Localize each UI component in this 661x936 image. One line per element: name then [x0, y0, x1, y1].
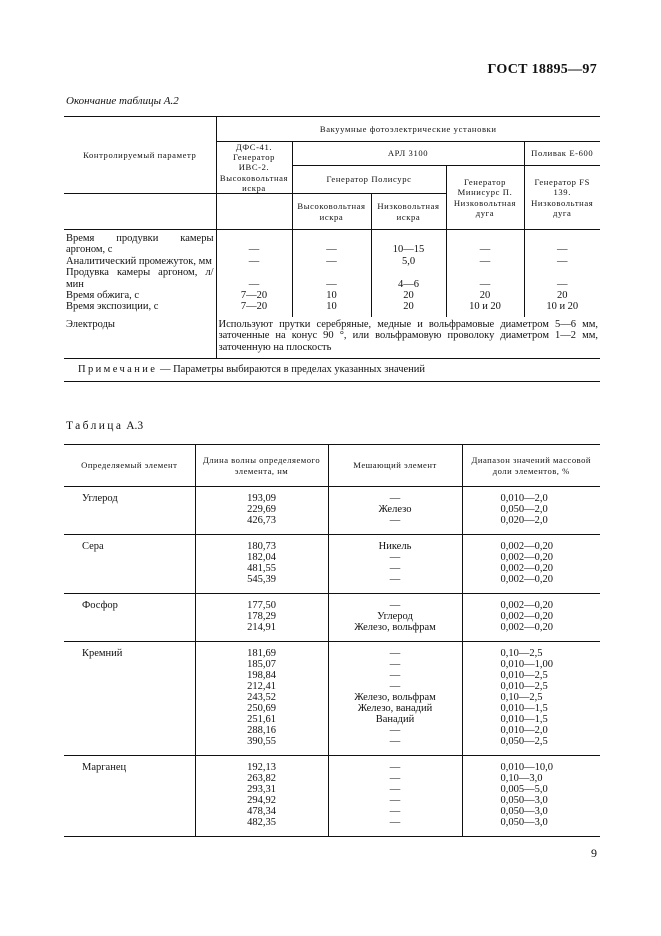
interfering-column-header: Мешающий элемент — [328, 445, 462, 487]
param-argon-flow: Продувка камеры аргоном, л/мин — [64, 267, 216, 290]
interfering-element: — — [389, 736, 401, 747]
interfering-element: — — [389, 670, 401, 681]
vacuum-installations-header: Вакуумные фотоэлектрические установки — [216, 117, 600, 142]
range-value: 0,002—0,20 — [500, 574, 553, 585]
fs-header: Генератор FS 139. Низковольтная дуга — [524, 166, 600, 230]
interfering-element: — — [389, 552, 401, 563]
wavelength-value: 390,55 — [247, 736, 276, 747]
wavelength-value: 251,61 — [247, 714, 276, 725]
param-gap: Аналитический промежуток, мм — [64, 256, 216, 267]
interfering-element: — — [389, 681, 401, 692]
interfering-element: — — [389, 659, 401, 670]
interfering-element: Ванадий — [375, 714, 415, 725]
range-column-header: Диапазон значений массовой доли элементов, % — [462, 445, 600, 487]
wavelength-column-header: Длина волны определяемого элемента, нм — [195, 445, 328, 487]
electrodes-text: Используют прутки серебряные, медные и вольфрамовые диаметром 5—6 мм, заточенные на конус 90 °, или вольфрамовую проволоку диаметром 1—2 мм, заточенную на плоскость — [218, 318, 598, 353]
table-a2: Контролируемый параметр Вакуумные фотоэлектрические установки ДФС-41. Генератор ИВС-2. Высоковольтная искра АРЛ 3100 Поливак Е-600 Генератор Полисурс Генератор Минисурс П. Низковольтная дуга Генератор FS 139. Низковольтная дуга Высоковольтная искра Низковольтная искра Время продувки камеры аргоном, с — — 10—15 — — Аналитический промежуток, мм — — 5,0 — — Продувка камеры аргоном, л/мин — — 4—6 — — Время обжига, с 7—20 10 20 20 20 Время экспозиции, с 7—20 10 20 10 и 20 10 и 20 Электроды Используют прутки серебряные, медные и вольфрамовые диаметром 5—6 мм, заточенные на конус 90 °, или вольфрамовую проволоку диаметром 1—2 мм, заточенную на плоскость Примечание — Параметры выбираются в пределах указанных значений — [64, 116, 600, 382]
interfering-element: — — [389, 648, 401, 659]
table-a3-caption-number: А.3 — [126, 420, 144, 432]
table-a2-caption: Окончание таблицы А.2 — [66, 95, 179, 107]
interfering-element: — — [389, 515, 401, 526]
interfering-element: Железо, вольфрам — [354, 692, 436, 703]
interfering-element: — — [389, 762, 401, 773]
range-value: 0,010—1,00 — [500, 659, 553, 670]
wavelength-value: 185,07 — [247, 659, 276, 670]
interfering-element: — — [389, 817, 401, 828]
element-column-header: Определяемый элемент — [64, 445, 195, 487]
wavelength-value: 177,50 — [247, 600, 276, 611]
table-a2-note — [64, 359, 600, 382]
range-value: 0,050—3,0 — [500, 806, 548, 817]
wavelength-value: 482,35 — [247, 817, 276, 828]
polisurs-header: Генератор Полисурс — [292, 166, 446, 194]
interfering-element: — — [389, 795, 401, 806]
range-value: 0,10—2,5 — [500, 692, 543, 703]
range-value: 0,010—2,5 — [500, 681, 548, 692]
interfering-element: — — [389, 600, 401, 611]
interfering-element: Железо, вольфрам — [354, 622, 436, 633]
electrodes-label: Электроды — [64, 317, 216, 359]
wavelength-value: 294,92 — [247, 795, 276, 806]
param-exposure-time: Время экспозиции, с — [64, 301, 216, 316]
range-value: 0,010—1,5 — [500, 714, 548, 725]
element-group-row — [64, 487, 600, 535]
note-word: Примечание — [78, 364, 158, 376]
interfering-element: — — [389, 784, 401, 795]
range-value: 0,050—3,0 — [500, 795, 548, 806]
arl-header: АРЛ 3100 — [292, 142, 524, 166]
interfering-element: — — [389, 725, 401, 736]
wavelength-value: 288,16 — [247, 725, 276, 736]
interfering-element: Железо, ванадий — [357, 703, 433, 714]
range-value: 0,020—2,0 — [500, 515, 548, 526]
table-a3 — [64, 444, 600, 837]
wavelength-value: 293,31 — [247, 784, 276, 795]
range-value: 0,002—0,20 — [500, 622, 553, 633]
range-value: 0,010—2,0 — [500, 493, 548, 504]
wavelength-value: 250,69 — [247, 703, 276, 714]
table-a3-body — [64, 487, 600, 837]
interfering-element: — — [389, 493, 401, 504]
element-name: Фосфор — [64, 594, 195, 642]
range-value: 0,010—1,5 — [500, 703, 548, 714]
wavelength-value: 181,69 — [247, 648, 276, 659]
range-value: 0,002—0,20 — [500, 600, 553, 611]
wavelength-value: 545,39 — [247, 574, 276, 585]
range-value: 0,002—0,20 — [500, 541, 553, 552]
range-value: 0,10—3,0 — [500, 773, 543, 784]
dfs-header: ДФС-41. Генератор ИВС-2. Высоковольтная искра — [216, 142, 292, 194]
element-name: Марганец — [64, 756, 195, 837]
param-purge-time: Время продувки камеры аргоном, с — [64, 230, 216, 256]
minisurs-header: Генератор Минисурс П. Низковольтная дуга — [446, 166, 524, 230]
lowvolt-header: Низковольтная искра — [371, 194, 446, 230]
page-number: 9 — [591, 846, 597, 860]
range-value: 0,002—0,20 — [500, 611, 553, 622]
element-group-row — [64, 535, 600, 594]
wavelength-value: 182,04 — [247, 552, 276, 563]
range-value: 0,010—2,5 — [500, 670, 548, 681]
interfering-element: Никель — [378, 541, 412, 552]
range-value: 0,050—2,5 — [500, 736, 548, 747]
wavelength-value: 178,29 — [247, 611, 276, 622]
table-a3-caption-word: Таблица — [66, 420, 124, 432]
wavelength-value: 481,55 — [247, 563, 276, 574]
element-group-row — [64, 642, 600, 756]
range-value: 0,010—10,0 — [500, 762, 553, 773]
range-value: 0,050—2,0 — [500, 504, 548, 515]
wavelength-value: 426,73 — [247, 515, 276, 526]
interfering-element: — — [389, 773, 401, 784]
interfering-element: — — [389, 574, 401, 585]
range-value: 0,002—0,20 — [500, 563, 553, 574]
element-group-row — [64, 594, 600, 642]
wavelength-value: 229,69 — [247, 504, 276, 515]
range-value: 0,005—5,0 — [500, 784, 548, 795]
element-name: Сера — [64, 535, 195, 594]
wavelength-value: 243,52 — [247, 692, 276, 703]
wavelength-value: 263,82 — [247, 773, 276, 784]
wavelength-value: 193,09 — [247, 493, 276, 504]
table-a3-caption — [66, 420, 143, 432]
wavelength-value: 192,13 — [247, 762, 276, 773]
param-burn-time: Время обжига, с — [64, 290, 216, 301]
range-value: 0,050—3,0 — [500, 817, 548, 828]
wavelength-value: 180,73 — [247, 541, 276, 552]
wavelength-value: 198,84 — [247, 670, 276, 681]
range-value: 0,010—2,0 — [500, 725, 548, 736]
range-value: 0,002—0,20 — [500, 552, 553, 563]
wavelength-value: 478,34 — [247, 806, 276, 817]
wavelength-value: 214,91 — [247, 622, 276, 633]
note-text: — Параметры выбираются в пределах указанных значений — [157, 364, 426, 376]
element-name: Углерод — [64, 487, 195, 535]
element-group-row — [64, 756, 600, 837]
highvolt-header: Высоковольтная искра — [292, 194, 371, 230]
interfering-element: Углерод — [377, 611, 413, 622]
polivak-header: Поливак Е-600 — [524, 142, 600, 166]
interfering-element: — — [389, 563, 401, 574]
wavelength-value: 212,41 — [247, 681, 276, 692]
element-name: Кремний — [64, 642, 195, 756]
interfering-element: — — [389, 806, 401, 817]
param-column-header: Контролируемый параметр — [64, 117, 216, 194]
document-standard-code: ГОСТ 18895—97 — [487, 62, 597, 77]
range-value: 0,10—2,5 — [500, 648, 543, 659]
interfering-element: Железо — [378, 504, 412, 515]
